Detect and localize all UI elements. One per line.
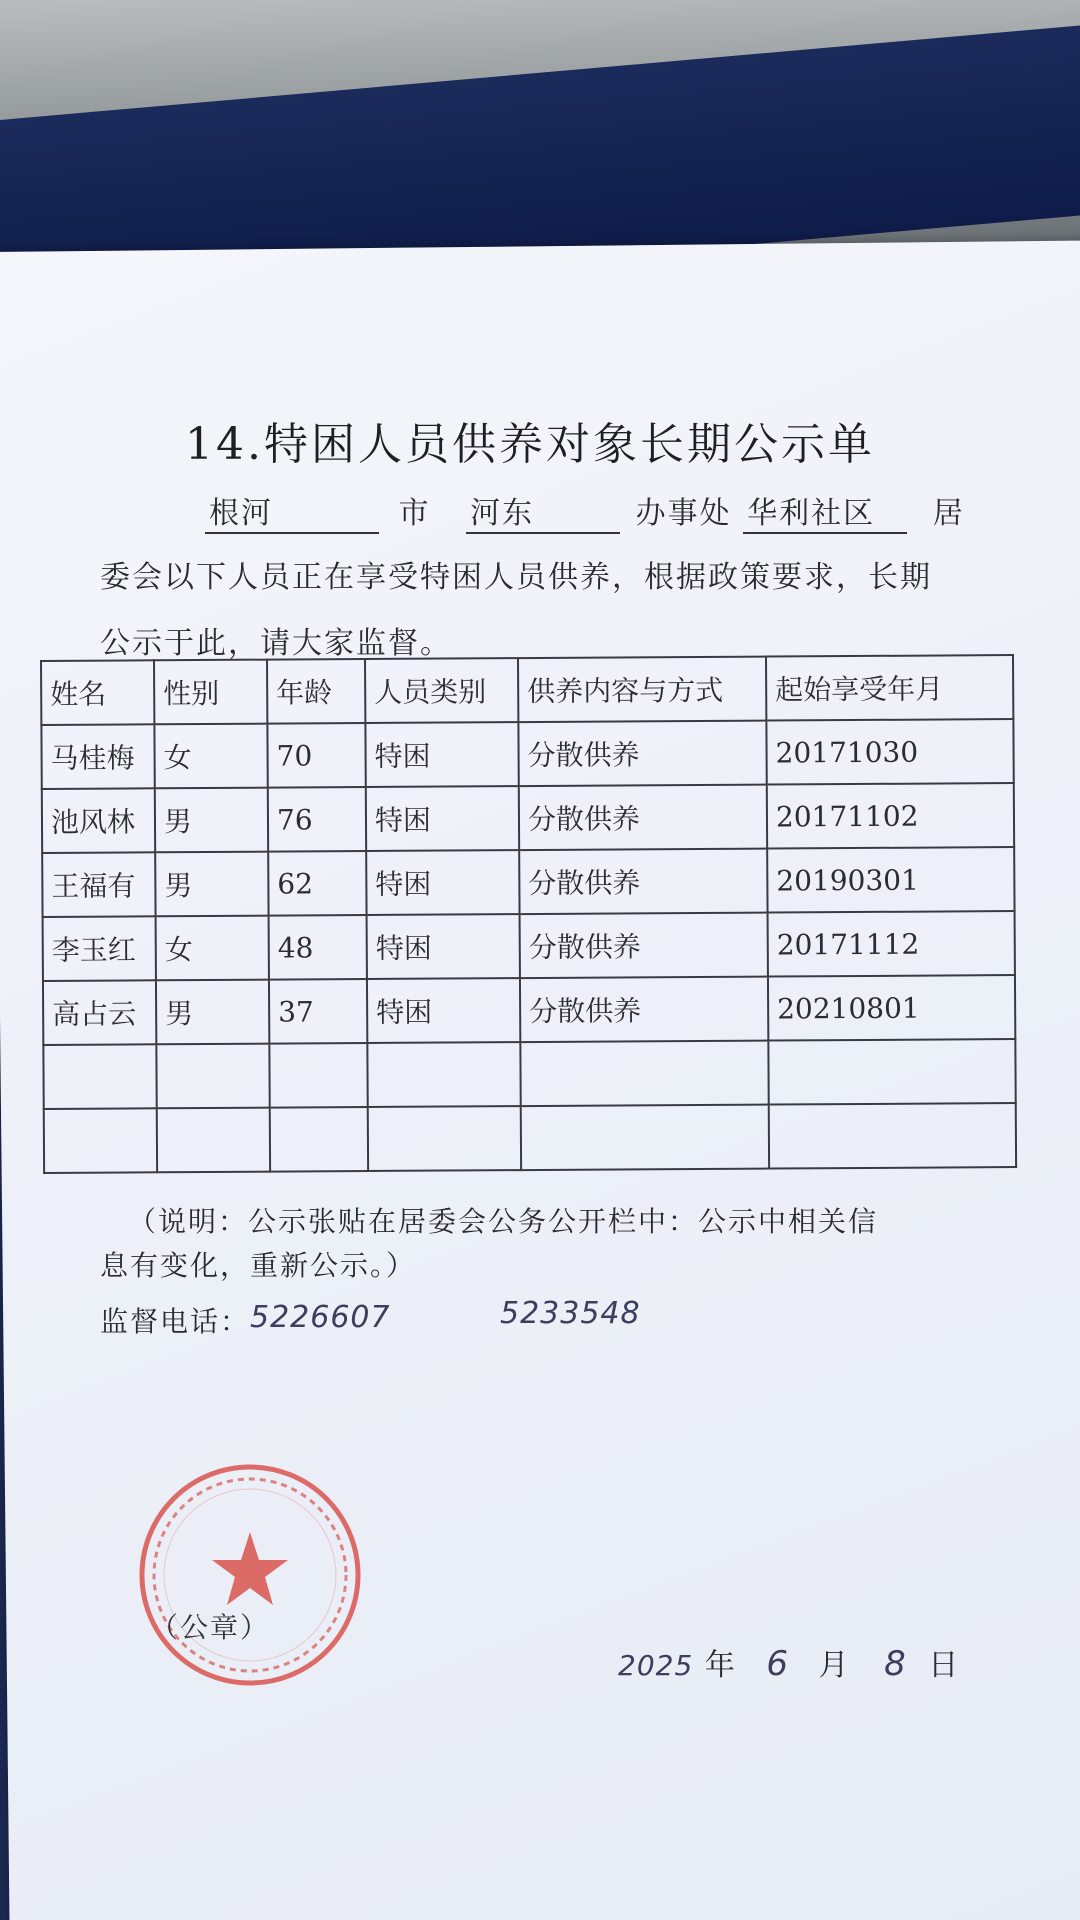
header-line-2: 委会以下人员正在享受特困人员供养，根据政策要求，长期 bbox=[100, 560, 932, 595]
cell-age: 70 bbox=[267, 723, 365, 788]
table-row bbox=[41, 719, 1013, 789]
cell-age: 76 bbox=[268, 787, 366, 852]
column-header-category: 人员类别 bbox=[365, 658, 518, 723]
cell-gender: 女 bbox=[156, 916, 269, 981]
column-header-age: 年龄 bbox=[267, 659, 365, 724]
cell-age: 48 bbox=[269, 915, 367, 980]
column-header-start-date: 起始享受年月 bbox=[766, 655, 1013, 721]
cell-support-method: 分散供养 bbox=[519, 785, 767, 851]
cell-age: 37 bbox=[269, 979, 367, 1044]
cell-category: 特困 bbox=[366, 850, 519, 915]
column-header-name: 姓名 bbox=[41, 660, 154, 725]
cell-gender: 男 bbox=[155, 788, 268, 853]
cell-start-date: 20171030 bbox=[766, 719, 1013, 785]
note-line-2: 息有变化，重新公示。） bbox=[100, 1249, 417, 1282]
date-month: 6 bbox=[766, 1644, 789, 1684]
official-seal-icon bbox=[135, 1460, 365, 1690]
date-day-label: 日 bbox=[928, 1648, 961, 1683]
cell-gender: 女 bbox=[154, 724, 267, 789]
community-field: 华利社区 bbox=[743, 488, 907, 534]
header-line-1 bbox=[205, 488, 965, 534]
cell-support-method: 分散供养 bbox=[519, 849, 767, 915]
date-year: 2025 bbox=[618, 1649, 694, 1682]
city-field: 根河 bbox=[205, 488, 379, 534]
column-header-support-method: 供养内容与方式 bbox=[518, 657, 766, 723]
table-row bbox=[43, 911, 1015, 981]
cell-gender: 男 bbox=[155, 852, 268, 917]
cell-gender: 男 bbox=[156, 980, 269, 1045]
city-suffix: 市 bbox=[398, 496, 431, 531]
cell-name: 马桂梅 bbox=[41, 724, 154, 789]
table-row bbox=[43, 975, 1015, 1045]
document-title: 14.特困人员供养对象长期公示单 bbox=[185, 419, 875, 470]
cell-age: 62 bbox=[268, 851, 366, 916]
date-year-label: 年 bbox=[704, 1648, 737, 1683]
date-day: 8 bbox=[884, 1644, 907, 1684]
phone-number-1: 5226607 bbox=[250, 1300, 391, 1335]
cell-name: 王福有 bbox=[42, 852, 155, 917]
recipients-table bbox=[40, 654, 1017, 1174]
cell-category: 特困 bbox=[365, 722, 518, 787]
table-row bbox=[42, 783, 1014, 853]
date-month-label: 月 bbox=[818, 1648, 851, 1683]
cell-support-method: 分散供养 bbox=[520, 913, 768, 979]
cell-category: 特困 bbox=[367, 914, 520, 979]
cell-start-date: 20171112 bbox=[768, 911, 1015, 977]
cell-start-date: 20190301 bbox=[767, 847, 1014, 913]
phone-number-2: 5233548 bbox=[500, 1296, 641, 1331]
table-row bbox=[42, 847, 1014, 917]
table-row-empty bbox=[44, 1103, 1016, 1173]
note-line-1: （说明：公示张贴在居委会公务公开栏中：公示中相关信 bbox=[128, 1205, 879, 1238]
cell-name: 李玉红 bbox=[43, 916, 156, 981]
table-header-row bbox=[41, 655, 1013, 725]
seal-label: （公章） bbox=[150, 1611, 271, 1644]
cell-category: 特困 bbox=[366, 786, 519, 851]
signing-date bbox=[618, 1640, 960, 1684]
cell-name: 池风林 bbox=[42, 788, 155, 853]
cell-support-method: 分散供养 bbox=[518, 721, 766, 787]
community-suffix: 居 bbox=[932, 496, 965, 531]
table-row-empty bbox=[43, 1039, 1015, 1109]
cell-start-date: 20210801 bbox=[768, 975, 1015, 1041]
cell-name: 高占云 bbox=[43, 980, 156, 1045]
office-suffix: 办事处 bbox=[635, 496, 732, 531]
cell-start-date: 20171102 bbox=[767, 783, 1014, 849]
column-header-gender: 性别 bbox=[154, 660, 267, 725]
cell-category: 特困 bbox=[367, 978, 520, 1043]
office-field: 河东 bbox=[466, 488, 620, 534]
header-line-3: 公示于此，请大家监督。 bbox=[100, 626, 452, 661]
phone-label: 监督电话： bbox=[100, 1305, 251, 1338]
cell-support-method: 分散供养 bbox=[520, 977, 768, 1043]
